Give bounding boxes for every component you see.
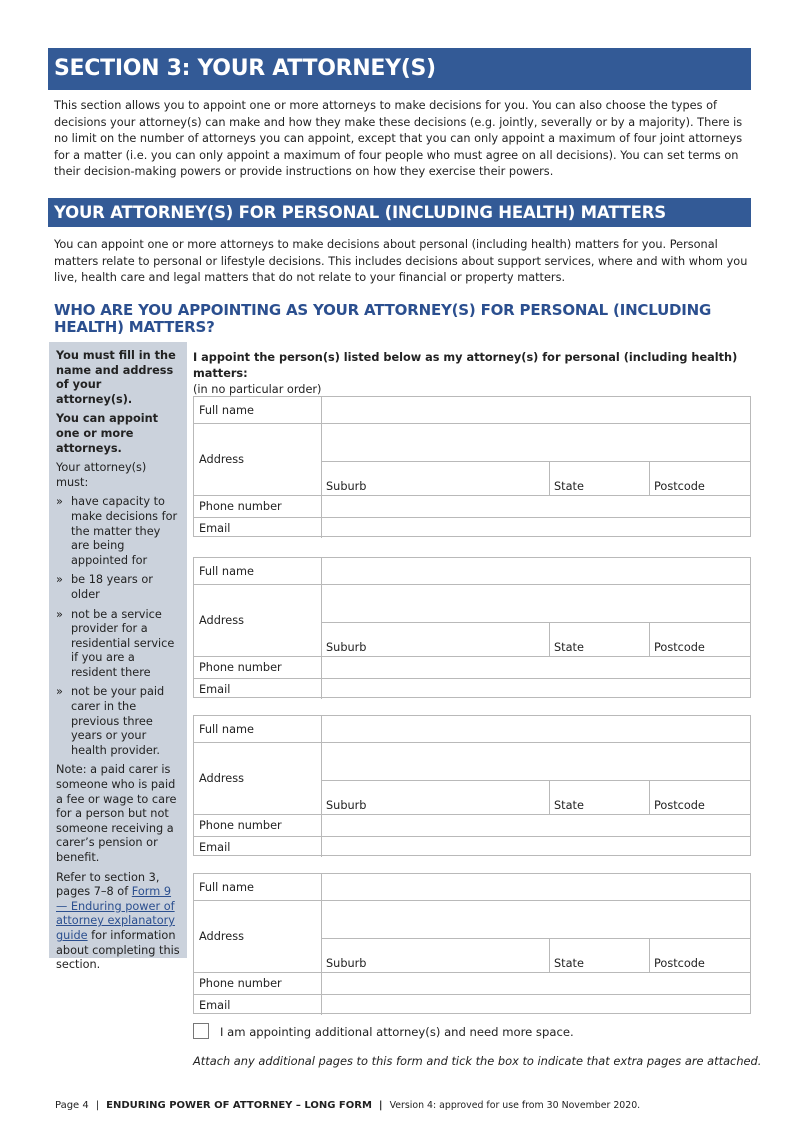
email-label: Email — [199, 841, 231, 854]
suburb-label: Suburb — [326, 799, 367, 812]
state-field[interactable] — [550, 781, 649, 814]
appoint-statement-text: I appoint the person(s) listed below as my attorney(s) for personal (including health) matters: — [193, 351, 738, 380]
attorney-block-2 — [193, 557, 751, 698]
section-banner: SECTION 3: YOUR ATTORNEY(S) — [48, 48, 751, 90]
explanatory-guide-link[interactable]: Form 9 — Enduring power of attorney explanatory guide — [56, 885, 175, 942]
email-field[interactable] — [322, 518, 750, 537]
postcode-field[interactable] — [650, 939, 750, 972]
phone-label: Phone number — [199, 661, 282, 674]
postcode-label: Postcode — [654, 480, 705, 493]
list-item-text: be 18 years or older — [71, 573, 153, 601]
sidebar-can-appoint: You can appoint one or more attorneys. — [56, 412, 159, 455]
postcode-label: Postcode — [654, 641, 705, 654]
list-item — [56, 495, 181, 568]
phone-field[interactable] — [322, 496, 750, 517]
postcode-label: Postcode — [654, 957, 705, 970]
address-field[interactable] — [322, 901, 750, 938]
appoint-statement — [193, 350, 753, 398]
email-label: Email — [199, 999, 231, 1012]
full-name-label: Full name — [199, 565, 254, 578]
state-label: State — [554, 641, 584, 654]
suburb-field[interactable] — [322, 462, 549, 495]
state-field[interactable] — [550, 623, 649, 656]
sidebar-refer — [56, 871, 181, 973]
sidebar-guidance — [49, 342, 187, 972]
address-field[interactable] — [322, 424, 750, 461]
postcode-label: Postcode — [654, 799, 705, 812]
page-number: Page 4 — [55, 1100, 89, 1111]
address-field[interactable] — [322, 585, 750, 622]
email-field[interactable] — [322, 679, 750, 698]
bullet-icon: » — [56, 573, 63, 587]
full-name-field[interactable] — [322, 397, 750, 423]
additional-attorneys-label: I am appointing additional attorney(s) and need more space. — [220, 1025, 574, 1039]
state-label: State — [554, 799, 584, 812]
attorney-block-1 — [193, 396, 751, 537]
footer-divider: | — [95, 1100, 100, 1111]
state-label: State — [554, 957, 584, 970]
sidebar-note: Note: a paid carer is someone who is paid a fee or wage to care for a person but not someone receiving a carer’s pension or benefit. — [56, 763, 177, 864]
refer-suffix: for information about completing this section. — [56, 928, 180, 972]
intro-paragraph: This section allows you to appoint one or more attorneys to make decisions for you. You can also choose the types of decisions your attorney(s) can make and how they make these decisions (e.g. jointly, severally or by a majority). There is no limit on the number of attorneys you can appoint, except that you can only appoint a maximum of four joint attorneys for a matter (i.e. you can only appoint a maximum of four people who must agree on all decisions). You can set terms on their decision-making powers or provide instructions on how they exercise their powers. — [54, 99, 743, 178]
list-item — [56, 573, 181, 602]
state-field[interactable] — [550, 939, 649, 972]
phone-field[interactable] — [322, 815, 750, 836]
additional-attorneys-checkbox[interactable] — [193, 1023, 209, 1039]
address-label: Address — [199, 614, 244, 627]
phone-label: Phone number — [199, 977, 282, 990]
state-field[interactable] — [550, 462, 649, 495]
phone-label: Phone number — [199, 500, 282, 513]
email-field[interactable] — [322, 837, 750, 856]
bullet-icon: » — [56, 685, 63, 699]
sidebar-requirements-list — [56, 495, 181, 758]
suburb-label: Suburb — [326, 957, 367, 970]
address-label: Address — [199, 772, 244, 785]
list-item-text: not be your paid carer in the previous three years or your health provider. — [71, 685, 165, 757]
postcode-field[interactable] — [650, 781, 750, 814]
attorney-block-3 — [193, 715, 751, 856]
full-name-field[interactable] — [322, 558, 750, 584]
attach-pages-note: Attach any additional pages to this form and tick the box to indicate that extra pages are attached. — [193, 1054, 762, 1068]
suburb-field[interactable] — [322, 623, 549, 656]
attorney-block-4 — [193, 873, 751, 1014]
list-item — [56, 608, 181, 681]
bullet-icon: » — [56, 495, 63, 509]
bullet-icon: » — [56, 607, 63, 621]
page-footer — [55, 1100, 640, 1111]
sidebar-must-fill: You must fill in the name and address of your attorney(s). — [56, 349, 176, 406]
list-item — [56, 685, 181, 758]
address-label: Address — [199, 453, 244, 466]
postcode-field[interactable] — [650, 623, 750, 656]
address-label: Address — [199, 930, 244, 943]
address-field[interactable] — [322, 743, 750, 780]
state-label: State — [554, 480, 584, 493]
full-name-field[interactable] — [322, 874, 750, 900]
email-label: Email — [199, 522, 231, 535]
full-name-label: Full name — [199, 723, 254, 736]
full-name-field[interactable] — [322, 716, 750, 742]
refer-prefix: Refer to section 3, pages 7–8 of — [56, 870, 160, 899]
full-name-label: Full name — [199, 404, 254, 417]
email-label: Email — [199, 683, 231, 696]
footer-form-title: ENDURING POWER OF ATTORNEY – LONG FORM — [106, 1100, 372, 1111]
phone-field[interactable] — [322, 973, 750, 994]
email-field[interactable] — [322, 995, 750, 1014]
full-name-label: Full name — [199, 881, 254, 894]
appoint-order-text: (in no particular order) — [193, 383, 322, 396]
sidebar-must-intro: Your attorney(s) must: — [56, 461, 147, 489]
list-item-text: have capacity to make decisions for the matter they are being appointed for — [71, 495, 178, 567]
personal-matters-paragraph: You can appoint one or more attorneys to make decisions about personal (including health) matters for you. Personal matters relate to personal or lifestyle decisions. This includes decisions about support services, where and with whom you live, health care and legal matters that do not relate to your financial or property matters. — [54, 238, 748, 284]
postcode-field[interactable] — [650, 462, 750, 495]
suburb-field[interactable] — [322, 781, 549, 814]
footer-divider: | — [378, 1100, 383, 1111]
phone-label: Phone number — [199, 819, 282, 832]
suburb-label: Suburb — [326, 480, 367, 493]
personal-matters-banner: YOUR ATTORNEY(S) FOR PERSONAL (INCLUDING HEALTH) MATTERS — [48, 198, 751, 227]
suburb-field[interactable] — [322, 939, 549, 972]
phone-field[interactable] — [322, 657, 750, 678]
footer-version: Version 4: approved for use from 30 November 2020. — [389, 1100, 641, 1111]
question-heading: WHO ARE YOU APPOINTING AS YOUR ATTORNEY(S) FOR PERSONAL (INCLUDING HEALTH) MATTERS? — [54, 301, 712, 336]
suburb-label: Suburb — [326, 641, 367, 654]
list-item-text: not be a service provider for a residential service if you are a resident there — [71, 607, 175, 679]
